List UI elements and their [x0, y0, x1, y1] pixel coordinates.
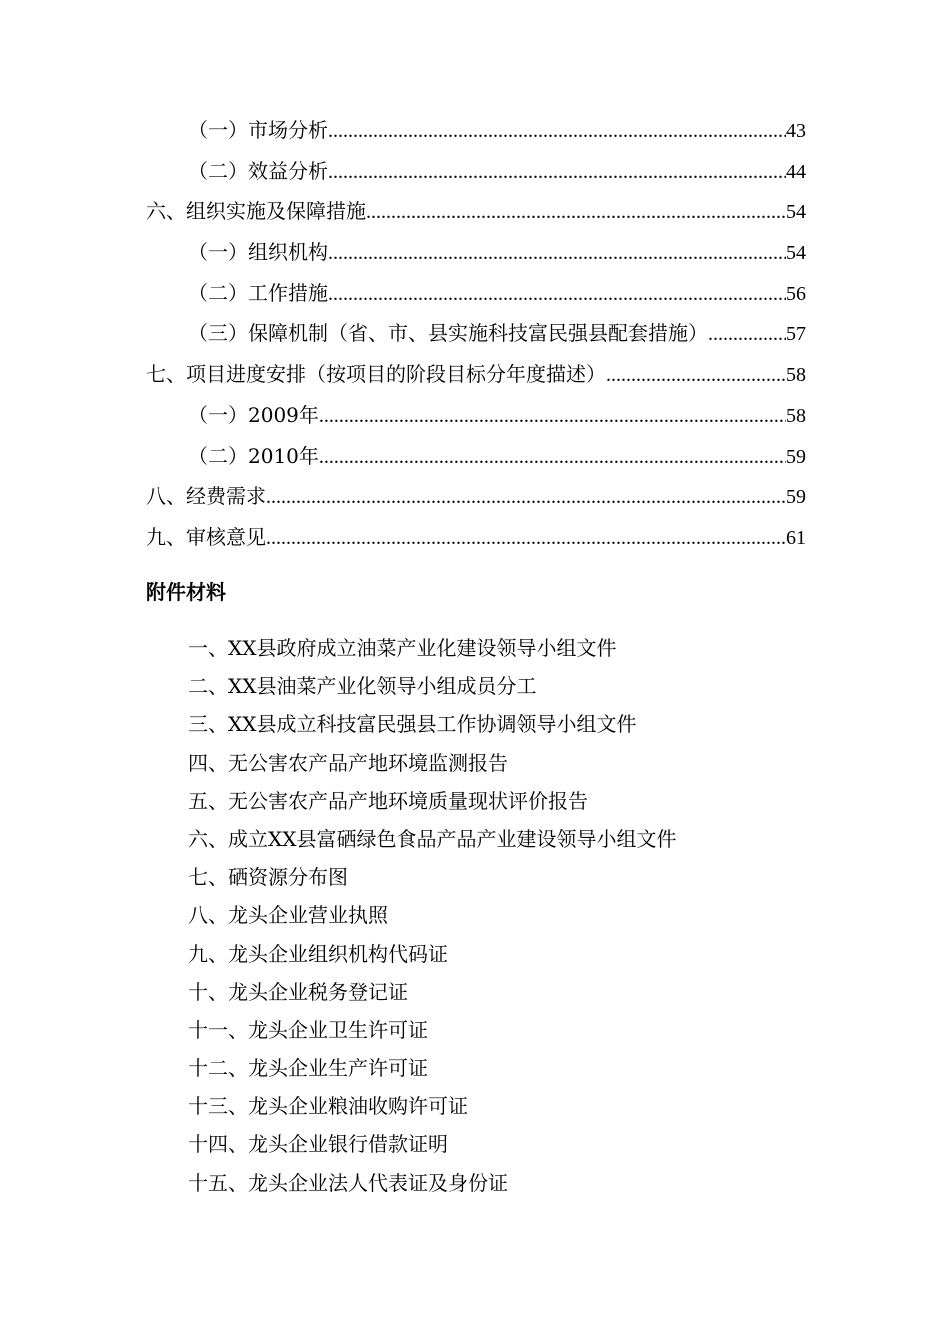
toc-dot-leader: [266, 522, 786, 554]
toc-page-number: 43: [786, 120, 806, 142]
toc-entry-title: （三）保障机制（省、市、县实施科技富民强县配套措施）: [188, 321, 708, 346]
toc-page-number: 56: [786, 282, 806, 305]
toc-entry-title: （一）市场分析: [188, 118, 328, 142]
appendix-heading: 附件材料: [146, 580, 226, 604]
toc-entry-title: （一）2009年: [188, 402, 319, 427]
toc-dot-leader: [328, 156, 786, 188]
toc-page-number: 58: [786, 404, 806, 427]
appendix-item: 八、龙头企业营业执照: [188, 903, 388, 928]
appendix-item: 十三、龙头企业粮油收购许可证: [188, 1094, 468, 1119]
toc-entry[interactable]: [146, 399, 806, 440]
appendix-item: 七、硒资源分布图: [188, 865, 348, 890]
toc-dot-leader: [319, 441, 786, 473]
appendix-item: 十二、龙头企业生产许可证: [188, 1056, 428, 1081]
table-of-contents: [146, 114, 806, 562]
appendix-item: 一、XX县政府成立油菜产业化建设领导小组文件: [188, 636, 617, 660]
toc-dot-leader: [708, 318, 786, 350]
toc-entry[interactable]: [146, 114, 806, 155]
toc-entry-title: （二）工作措施: [188, 280, 328, 305]
appendix-item: 九、龙头企业组织机构代码证: [188, 941, 448, 966]
toc-entry[interactable]: [146, 277, 806, 318]
appendix-item: 六、成立XX县富硒绿色食品产品产业建设领导小组文件: [188, 826, 677, 851]
toc-dot-leader: [606, 359, 786, 391]
appendix-item: 四、无公害农产品产地环境监测报告: [188, 750, 508, 775]
toc-page-number: 59: [786, 445, 806, 468]
toc-entry-title: 六、组织实施及保障措施: [146, 199, 366, 224]
toc-entry[interactable]: [146, 358, 806, 399]
appendix-item: 十、龙头企业税务登记证: [188, 979, 408, 1004]
toc-entry[interactable]: [146, 236, 806, 277]
appendix-item: 十五、龙头企业法人代表证及身份证: [188, 1170, 508, 1195]
toc-dot-leader: [328, 278, 786, 310]
appendix-item: 十一、龙头企业卫生许可证: [188, 1017, 428, 1042]
appendix-item: 三、XX县成立科技富民强县工作协调领导小组文件: [188, 712, 637, 737]
toc-entry[interactable]: [146, 155, 806, 196]
toc-entry-title: （二）效益分析: [188, 158, 328, 183]
toc-entry[interactable]: [146, 195, 806, 236]
toc-dot-leader: [328, 237, 786, 269]
toc-entry[interactable]: [146, 317, 806, 358]
toc-entry[interactable]: [146, 480, 806, 521]
toc-entry-title: （二）2010年: [188, 443, 319, 468]
toc-entry-title: 九、审核意见: [146, 524, 266, 549]
toc-page-number: 44: [786, 160, 806, 183]
toc-page-number: 54: [786, 201, 806, 224]
toc-entry[interactable]: [146, 440, 806, 481]
toc-dot-leader: [266, 481, 786, 513]
appendix-item: 五、无公害农产品产地环境质量现状评价报告: [188, 788, 588, 813]
toc-page-number: 58: [786, 364, 806, 387]
appendix-list: [188, 632, 676, 1205]
toc-page-number: 57: [786, 323, 806, 346]
toc-dot-leader: [366, 196, 786, 228]
toc-entry-title: 七、项目进度安排（按项目的阶段目标分年度描述）: [146, 362, 606, 387]
toc-entry-title: （一）组织机构: [188, 240, 328, 265]
toc-entry[interactable]: [146, 521, 806, 562]
toc-entry-title: 八、经费需求: [146, 484, 266, 509]
toc-dot-leader: [328, 115, 786, 147]
toc-page-number: 61: [786, 526, 806, 549]
toc-dot-leader: [319, 400, 786, 432]
appendix-item: 二、XX县油菜产业化领导小组成员分工: [188, 674, 537, 699]
appendix-item: 十四、龙头企业银行借款证明: [188, 1132, 448, 1157]
toc-page-number: 54: [786, 242, 806, 265]
toc-page-number: 59: [786, 486, 806, 509]
